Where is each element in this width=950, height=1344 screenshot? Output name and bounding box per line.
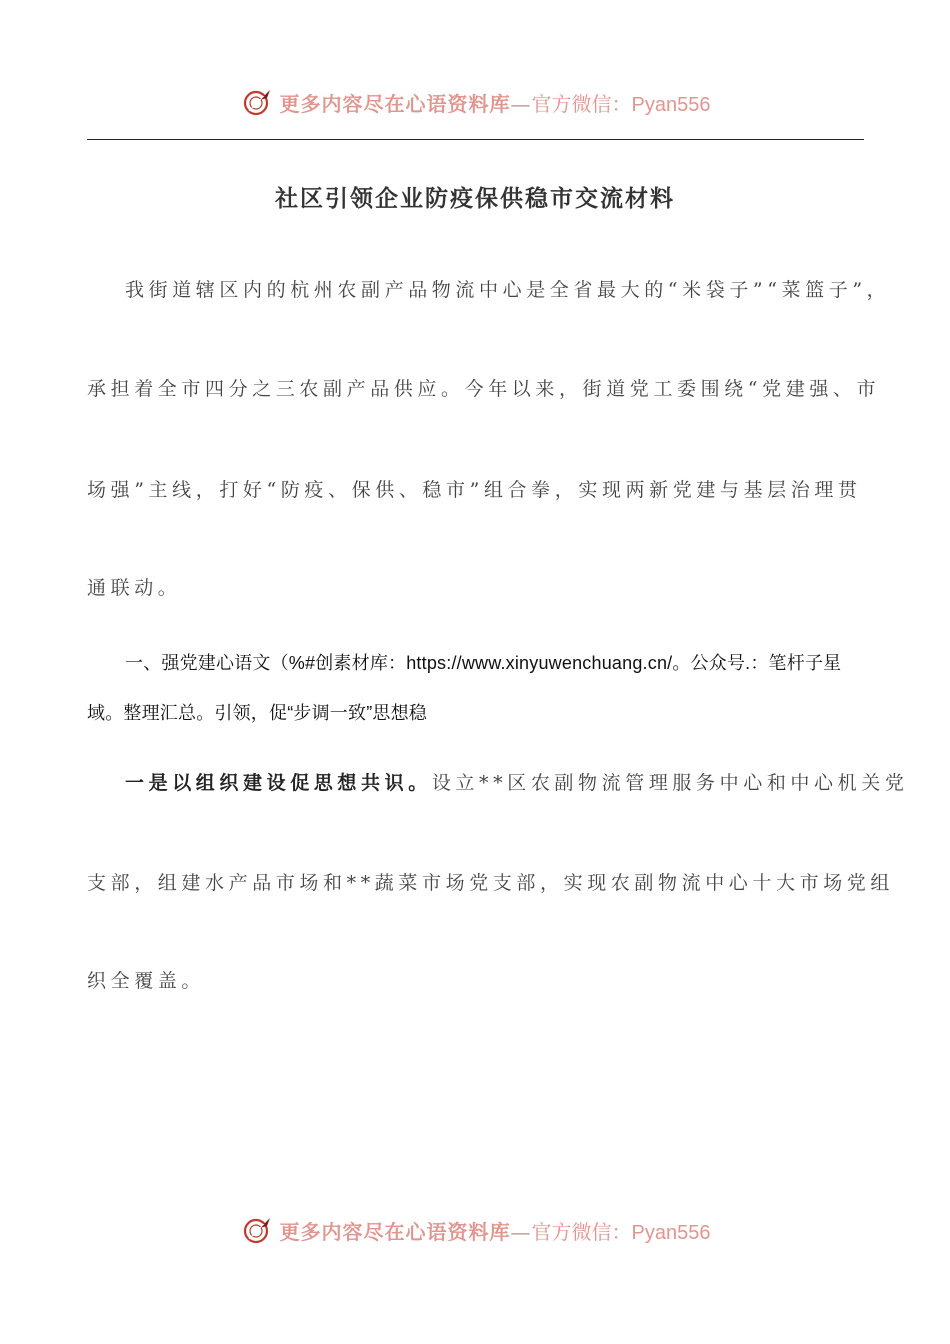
section1-line1: 一、强党建心语文（%#创素材库：https://www.xinyuwenchuang.cn/。公众号.：笔杆子星 (125, 653, 842, 673)
footer-banner (0, 1210, 950, 1250)
header-banner (0, 82, 950, 122)
banner-wechat: 官方微信：Pyan556 (531, 93, 711, 116)
para1-line3: 场强”主线，打好“防疫、保供、稳市”组合拳，实现两新党建与基层治理贯 (87, 479, 862, 501)
banner-separator: — (510, 1219, 532, 1244)
banner-brand: 更多内容尽在心语资料库 (279, 91, 511, 116)
para1-line2: 承担着全市四分之三农副产品供应。今年以来，街道党工委围绕“党建强、市 (87, 378, 881, 400)
banner-separator: — (510, 91, 532, 116)
banner-wechat: 官方微信：Pyan556 (531, 1221, 711, 1244)
para2-line3: 织全覆盖。 (87, 970, 206, 992)
para1-line1: 我街道辖区内的杭州农副产品物流中心是全省最大的“米袋子”“菜篮子”， (125, 279, 891, 301)
para2-line1 (125, 768, 908, 795)
para2-line1-rest: 设立**区农副物流管理服务中心和中心机关党 (431, 772, 909, 794)
para1-line4: 通联动。 (87, 577, 182, 599)
page-title: 社区引领企业防疫保供稳市交流材料 (275, 185, 675, 212)
banner-text (280, 88, 711, 117)
para2-lead: 一是以组织建设促思想共识。 (125, 772, 432, 794)
quill-logo-icon (240, 1212, 276, 1248)
para2-line2: 支部，组建水产品市场和**蔬菜市场党支部，实现农副物流中心十大市场党组 (87, 872, 895, 894)
header-divider (87, 139, 864, 140)
quill-logo-icon (240, 84, 276, 120)
section1-line2: 域。整理汇总。引领，促“步调一致”思想稳 (87, 703, 427, 723)
banner-brand: 更多内容尽在心语资料库 (279, 1219, 511, 1244)
banner-text (280, 1216, 711, 1245)
